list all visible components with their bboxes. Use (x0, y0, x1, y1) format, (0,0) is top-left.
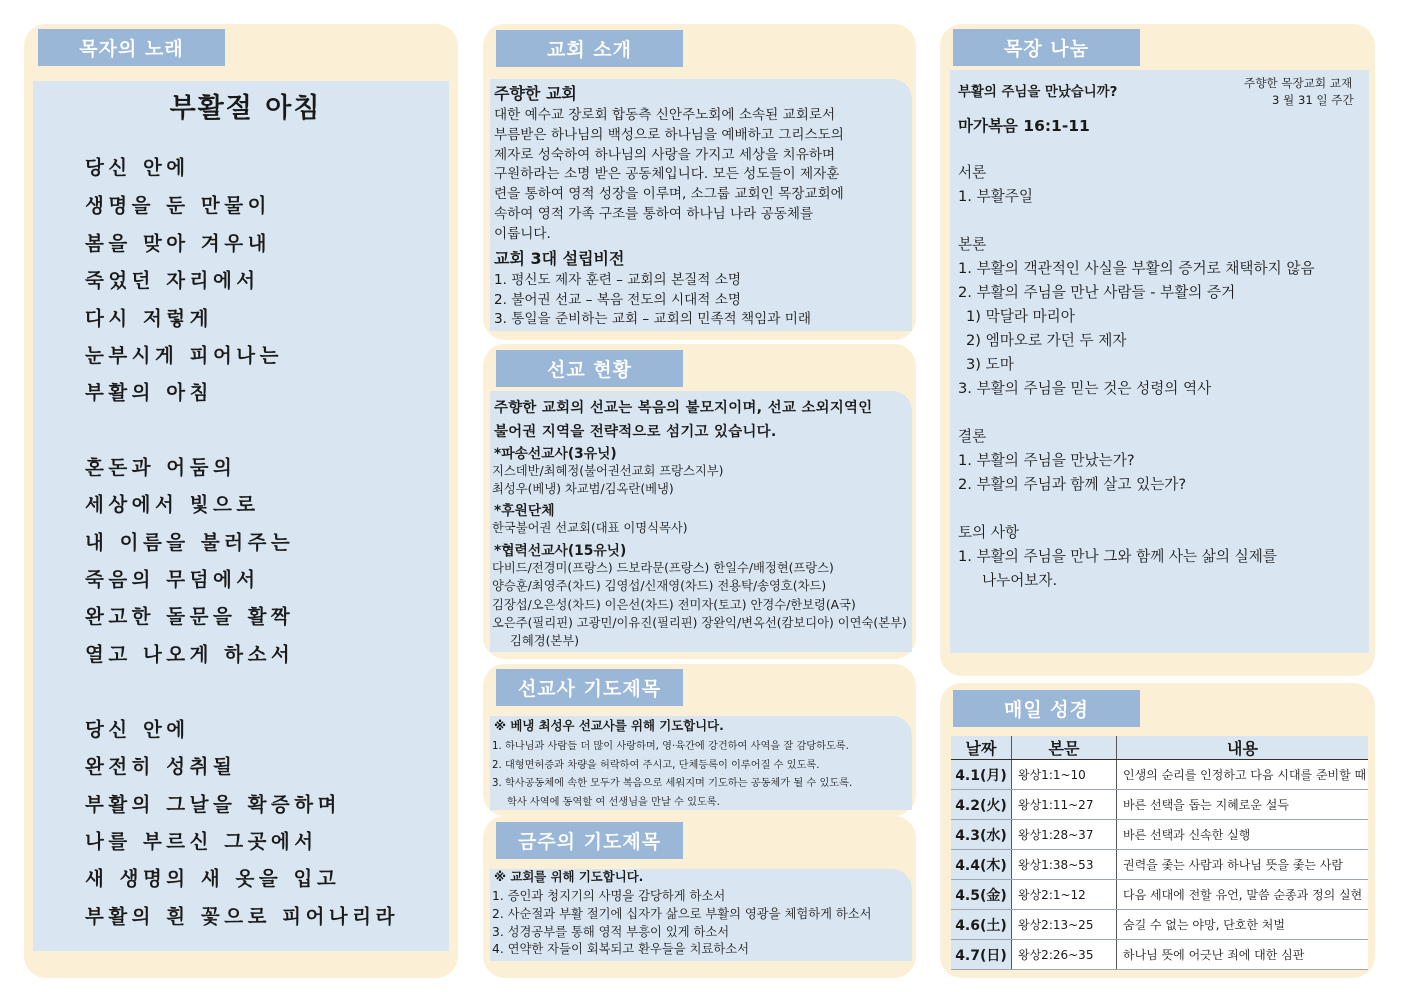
intro-point: 1. 부활주일 (958, 188, 1033, 205)
mission-member-line: 지스데반/최혜정(불어권선교회 프랑스지부) (492, 464, 724, 478)
poem-line: 부활의 흰 꽃으로 피어나리라 (85, 905, 399, 928)
daily-verse: 왕상1:38~53 (1012, 850, 1117, 880)
body-point: 1) 막달라 마리아 (966, 308, 1075, 325)
vision-item: 1. 평신도 제자 훈련 – 교회의 본질적 소명 (494, 272, 741, 288)
sharing-tag: 목장 나눔 (953, 29, 1140, 66)
daily-content: 인생의 순리를 인정하고 다음 시대를 준비할 때 (1117, 760, 1369, 790)
poem-line: 완전히 성취될 (85, 755, 237, 778)
daily-verse: 왕상2:13~25 (1012, 910, 1117, 940)
intro-label: 서론 (958, 164, 987, 181)
intro-line: 제자로 성숙하여 하나님의 사랑을 가지고 세상을 치유하며 (494, 146, 836, 163)
daily-content: 권력을 좇는 사람과 하나님 뜻을 좇는 사람 (1117, 850, 1369, 880)
body-point: 3. 부활의 주님을 믿는 것은 성령의 역사 (958, 380, 1212, 397)
missionary-prayer-item: 1. 하나님과 사람들 더 많이 사랑하며, 영·육간에 강건하여 사역을 잘 감당하도록. (492, 741, 849, 752)
missionary-prayer-item: 2. 대형면허증과 차량을 허락하여 주시고, 단체등록이 이루어질 수 있도록. (492, 759, 820, 771)
daily-row (951, 880, 1368, 910)
daily-row (951, 850, 1368, 880)
header-content: 내용 (1117, 736, 1369, 760)
poem-line: 혼돈과 어둠의 (85, 456, 237, 479)
daily-date: 4.2(火) (951, 790, 1012, 820)
sharing-week: 3 월 31 일 주간 (1272, 93, 1354, 107)
discussion-point: 나누어보자. (982, 572, 1058, 589)
daily-row (951, 790, 1368, 820)
body-point: 2) 엠마오로 가던 두 제자 (966, 332, 1127, 349)
poem-line: 부활의 아침 (85, 381, 213, 404)
intro-line: 이룹니다. (494, 225, 551, 242)
missionary-prayer-item: 학사 사역에 동역할 여 선생님을 만날 수 있도록. (507, 797, 720, 809)
daily-content: 바른 선택을 돕는 지혜로운 설득 (1117, 790, 1369, 820)
missionary-prayer-title: ※ 베냉 최성우 선교사를 위해 기도합니다. (494, 718, 724, 733)
vision-item: 2. 불어권 선교 – 복음 전도의 시대적 소명 (494, 291, 741, 308)
poem-line: 내 이름을 불러주는 (85, 531, 295, 554)
mission-group-title: *협력선교사(15유닛) (494, 543, 627, 559)
conclusion-point: 1. 부활의 주님을 만났는가? (958, 452, 1135, 469)
daily-date: 4.3(水) (951, 820, 1012, 850)
daily-row (951, 910, 1368, 940)
intro-line: 구원하라는 소명 받은 공동체입니다. 모든 성도들이 제자훈 (494, 166, 840, 183)
poem-tag: 목자의 노래 (38, 29, 225, 66)
daily-table (951, 736, 1368, 970)
daily-rows (951, 760, 1368, 970)
mission-member-line: 김혜경(본부) (510, 634, 579, 649)
daily-content: 하나님 뜻에 어긋난 죄에 대한 심판 (1117, 940, 1369, 970)
missionary-prayer-item: 3. 학사공동체에 속한 모두가 복음으로 세워지며 기도하는 공동체가 될 수 있도록. (492, 778, 853, 790)
intro-line: 련을 통하여 영적 성장을 이루며, 소그룹 교회인 목장교회에 (494, 186, 844, 203)
daily-verse: 왕상2:1~12 (1012, 880, 1117, 910)
intro-heading: 주향한 교회 (494, 84, 577, 103)
weekly-prayer-item: 1. 증인과 청지기의 사명을 감당하게 하소서 (492, 889, 726, 903)
daily-row (951, 940, 1368, 970)
poem-line: 새 생명의 새 옷을 입고 (85, 867, 341, 890)
weekly-prayer-item: 3. 성경공부를 통해 영적 부흥이 있게 하소서 (492, 924, 730, 939)
daily-date: 4.1(月) (951, 760, 1012, 790)
daily-date: 4.5(金) (951, 880, 1012, 910)
poem-line: 죽었던 자리에서 (85, 269, 260, 292)
sharing-material: 주향한 목장교회 교재 (1244, 76, 1353, 90)
daily-verse: 왕상1:11~27 (1012, 790, 1117, 820)
poem-line: 세상에서 빛으로 (85, 493, 260, 516)
daily-content: 다음 세대에 전할 유언, 말씀 순종과 정의 실현 (1117, 880, 1369, 910)
mission-lead-line: 불어권 지역을 전략적으로 섬기고 있습니다. (494, 424, 777, 440)
sharing-question: 부활의 주님을 만났습니까? (958, 85, 1118, 100)
poem-line: 당신 안에 (85, 156, 190, 179)
sharing-passage: 마가복음 16:1-11 (958, 117, 1090, 135)
daily-tag: 매일 성경 (953, 690, 1140, 727)
mission-member-line: 김장섭/오은성(차드) 이은선(차드) 전미자(토고) 안경수/한보령(A국) (492, 597, 856, 612)
body-point: 1. 부활의 객관적인 사실을 부활의 증거로 채택하지 않음 (958, 260, 1315, 277)
poem-title: 부활절 아침 (169, 93, 322, 124)
weekly-prayer-item: 4. 연약한 자들이 회복되고 환우들을 치료하소서 (492, 942, 749, 957)
poem-line: 죽음의 무덤에서 (85, 568, 260, 591)
poem-line: 부활의 그날을 확증하며 (85, 793, 341, 816)
daily-verse: 왕상2:26~35 (1012, 940, 1117, 970)
daily-date: 4.6(土) (951, 910, 1012, 940)
intro-line: 부름받은 하나님의 백성으로 하나님을 예배하고 그리스도의 (494, 126, 844, 143)
intro-line: 대한 예수교 장로회 합동측 신안주노회에 소속된 교회로서 (494, 107, 836, 123)
poem-line: 봄을 맞아 겨우내 (85, 232, 271, 255)
conclusion-label: 결론 (958, 428, 987, 445)
daily-content: 바른 선택과 신속한 실행 (1117, 820, 1369, 850)
daily-row (951, 820, 1368, 850)
discussion-label: 토의 사항 (958, 524, 1020, 541)
daily-verse: 왕상1:1~10 (1012, 760, 1117, 790)
missionary-prayer-tag: 선교사 기도제목 (496, 669, 683, 706)
mission-member-line: 최성우(베냉) 차교범/김옥란(베냉) (492, 482, 674, 497)
weekly-prayer-item: 2. 사순절과 부활 절기에 십자가 삶으로 부활의 영광을 체험하게 하소서 (492, 906, 872, 921)
body-point: 2. 부활의 주님을 만난 사람들 - 부활의 증거 (958, 284, 1236, 301)
poem-line: 다시 저렇게 (85, 307, 213, 330)
mission-member-line: 오은주(필리핀) 고광민/이유진(필리핀) 장완익/변옥선(캄보디아) 이연숙(본부) (492, 615, 907, 630)
weekly-prayer-tag: 금주의 기도제목 (496, 822, 683, 859)
body-point: 3) 도마 (966, 356, 1014, 373)
body-label: 본론 (958, 236, 987, 253)
daily-date: 4.4(木) (951, 850, 1012, 880)
intro-tag: 교회 소개 (496, 30, 683, 67)
header-date: 날짜 (951, 736, 1012, 760)
daily-header-row (951, 736, 1368, 760)
mission-group-title: *파송선교사(3유닛) (494, 446, 617, 462)
poem-line: 생명을 둔 만물이 (85, 194, 271, 217)
daily-row (951, 760, 1368, 790)
poem-line: 당신 안에 (85, 718, 190, 741)
daily-date: 4.7(日) (951, 940, 1012, 970)
intro-line: 속하여 영적 가족 구조를 통하여 하나님 나라 공동체를 (494, 206, 814, 222)
mission-group-title: *후원단체 (494, 503, 555, 519)
mission-member-line: 한국불어권 선교회(대표 이명식목사) (492, 521, 688, 535)
mission-member-line: 양승훈/최영주(차드) 김영섭/신재영(차드) 전용탁/송영호(차드) (492, 579, 827, 594)
vision-heading: 교회 3대 설립비전 (494, 249, 625, 268)
header-verse: 본문 (1012, 736, 1117, 760)
mission-member-line: 다비드/전경미(프랑스) 드보라문(프랑스) 한일수/배정현(프랑스) (492, 561, 834, 575)
vision-item: 3. 통일을 준비하는 교회 – 교회의 민족적 책임과 미래 (494, 311, 811, 327)
discussion-point: 1. 부활의 주님을 만나 그와 함께 사는 삶의 실제를 (958, 548, 1277, 565)
daily-verse: 왕상1:28~37 (1012, 820, 1117, 850)
mission-tag: 선교 현황 (496, 350, 683, 387)
weekly-prayer-title: ※ 교회를 위해 기도합니다. (494, 869, 644, 884)
poem-line: 열고 나오게 하소서 (85, 643, 295, 666)
poem-line: 눈부시게 피어나는 (85, 344, 283, 367)
mission-lead-line: 주향한 교회의 선교는 복음의 불모지이며, 선교 소외지역인 (494, 400, 873, 416)
poem-line: 나를 부르신 그곳에서 (85, 830, 318, 853)
conclusion-point: 2. 부활의 주님과 함께 살고 있는가? (958, 476, 1187, 493)
poem-line: 완고한 돌문을 활짝 (85, 605, 295, 628)
daily-content: 숨길 수 없는 야망, 단호한 처벌 (1117, 910, 1369, 940)
